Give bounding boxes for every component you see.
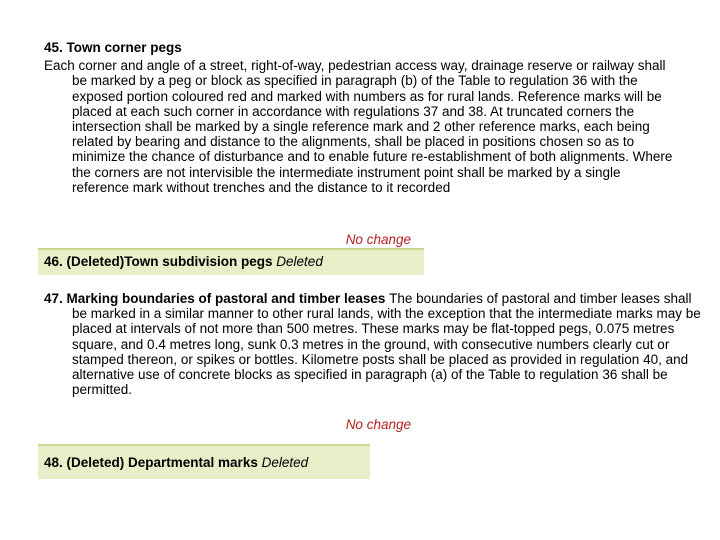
section-47-status: No change: [345, 417, 411, 432]
section-46-heading: 46. (Deleted)Town subdivision pegs: [44, 254, 277, 269]
section-47-note: [44, 417, 411, 432]
section-47-heading: 47. Marking boundaries of pastoral and timber leases: [44, 291, 390, 306]
section-45-body: Each corner and angle of a street, right-of-way, pedestrian access way, drainage reserve or railway shall be marked by a peg or block as specified in paragraph (b) of the Table to regulation 36 with the exposed portion coloured red and marked with numbers as for rural lands. Reference marks will be placed at each such corner in accordance with regulations 37 and 38. At truncated corners the intersection shall be marked by a single reference mark and 2 other reference marks, each being related by bearing and distance to the alignments, shall be placed in positions chosen so as to minimize the chance of disturbance and to enable future re-establishment of both alignments. Where the corners are not intervisible the intermediate instrument point shall be marked by a single reference mark without trenches and the distance to it recorded: [44, 58, 673, 195]
section-46-status: Deleted: [276, 254, 323, 269]
section-47-body: The boundaries of pastoral and timber leases shall be marked in a similar manner to other rural lands, with the exception that the intermediate marks may be placed at intervals of not more than 500 metres. These marks may be flat-topped pegs, 0.075 metres square, and 0.4 metres long, sunk 0.3 metres in the ground, with consecutive numbers clearly cut or stamped thereon, or spikes or bottles. Kilometre posts shall be placed as provided in regulation 40, and alternative use of concrete blocks as specified in paragraph (a) of the Table to regulation 36 shall be permitted.: [72, 291, 701, 398]
section-46: [44, 254, 680, 269]
section-48-heading: 48. (Deleted) Departmental marks: [44, 455, 262, 470]
section-47: [44, 291, 708, 397]
section-45-heading: 45. Town corner pegs: [44, 40, 182, 55]
section-48-status: Deleted: [261, 455, 309, 470]
section-45: [44, 40, 680, 195]
section-45-status: No change: [345, 232, 411, 247]
section-48: [44, 455, 680, 470]
section-45-note: [44, 232, 411, 247]
